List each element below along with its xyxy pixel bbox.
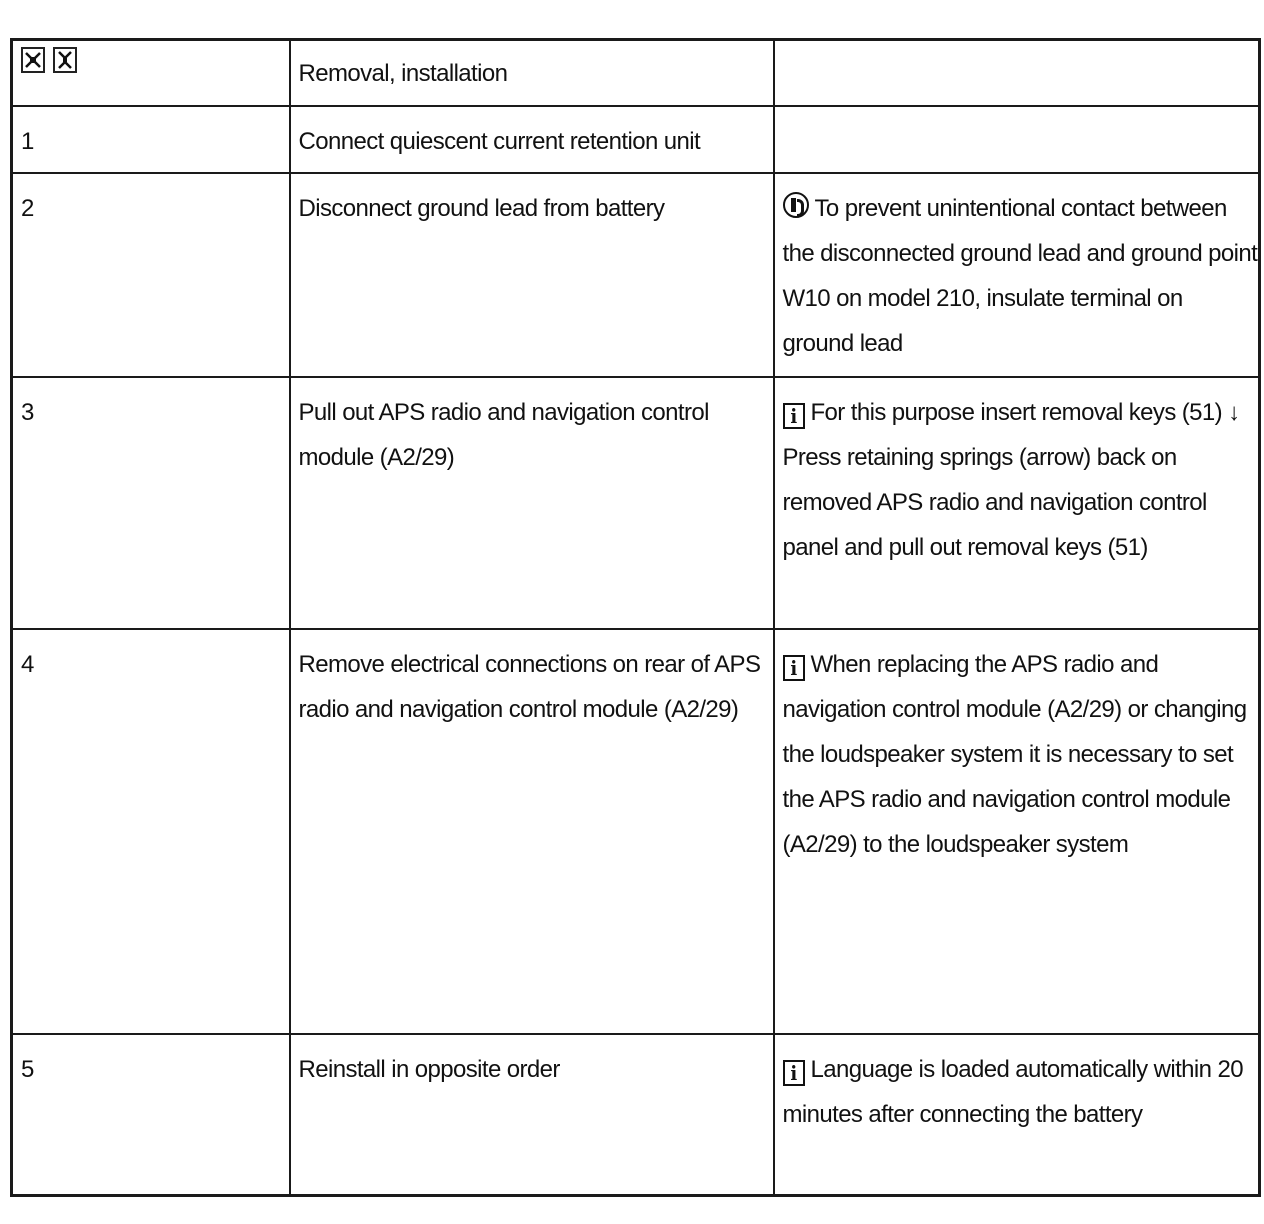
step-note: When replacing the APS radio and navigation control module (A2/29) or changing the loudspeaker system it is necessary to set the APS radio and navigation control module (A2/29) to the loudspeaker system (782, 650, 1247, 858)
action-cell (290, 629, 774, 1034)
step-number: 1 (21, 127, 34, 155)
table-row (12, 173, 1260, 377)
table-row (12, 106, 1260, 173)
note-cell (774, 106, 1260, 173)
warning-icon (783, 192, 809, 218)
note-cell (774, 1034, 1260, 1196)
step-number: 4 (21, 650, 34, 678)
header-icon-cell (12, 40, 290, 106)
step-number: 2 (21, 194, 34, 222)
step-cell (12, 173, 290, 377)
step-action: Disconnect ground lead from battery (298, 194, 665, 222)
action-cell (290, 173, 774, 377)
table-row (12, 377, 1260, 629)
header-title-cell (290, 40, 774, 106)
table-row (12, 1034, 1260, 1196)
procedure-table (10, 38, 1261, 1197)
step-cell (12, 106, 290, 173)
action-cell (290, 377, 774, 629)
note-cell (774, 629, 1260, 1034)
action-cell (290, 106, 774, 173)
removal-icon (21, 47, 45, 73)
step-note: Language is loaded automatically within 20 minutes after connecting the battery (782, 1055, 1243, 1128)
info-icon: i (783, 403, 805, 429)
step-cell (12, 1034, 290, 1196)
info-icon: i (783, 1060, 805, 1086)
header-notes-cell (774, 40, 1260, 106)
step-action: Reinstall in opposite order (298, 1055, 560, 1083)
step-cell (12, 377, 290, 629)
step-note: To prevent unintentional contact between the disconnected ground lead and ground point W10 on model 210, insulate terminal on ground lead (782, 194, 1258, 357)
step-cell (12, 629, 290, 1034)
header-title: Removal, installation (298, 60, 508, 87)
info-icon: i (783, 655, 805, 681)
table-header-row (12, 40, 1260, 106)
step-number: 3 (21, 398, 34, 426)
step-action: Connect quiescent current retention unit (298, 127, 701, 155)
table-row (12, 629, 1260, 1034)
note-cell (774, 377, 1260, 629)
action-cell (290, 1034, 774, 1196)
step-action: Pull out APS radio and navigation control module (A2/29) (298, 398, 709, 471)
step-action: Remove electrical connections on rear of APS radio and navigation control module (A2/29) (298, 650, 761, 723)
step-note: Press retaining springs (arrow) back on removed APS radio and navigation control panel and pull out removal keys (51) (782, 443, 1207, 561)
step-number: 5 (21, 1055, 34, 1083)
step-note: For this purpose insert removal keys (51) ↓ (810, 398, 1240, 426)
note-cell (774, 173, 1260, 377)
installation-icon (53, 47, 77, 73)
